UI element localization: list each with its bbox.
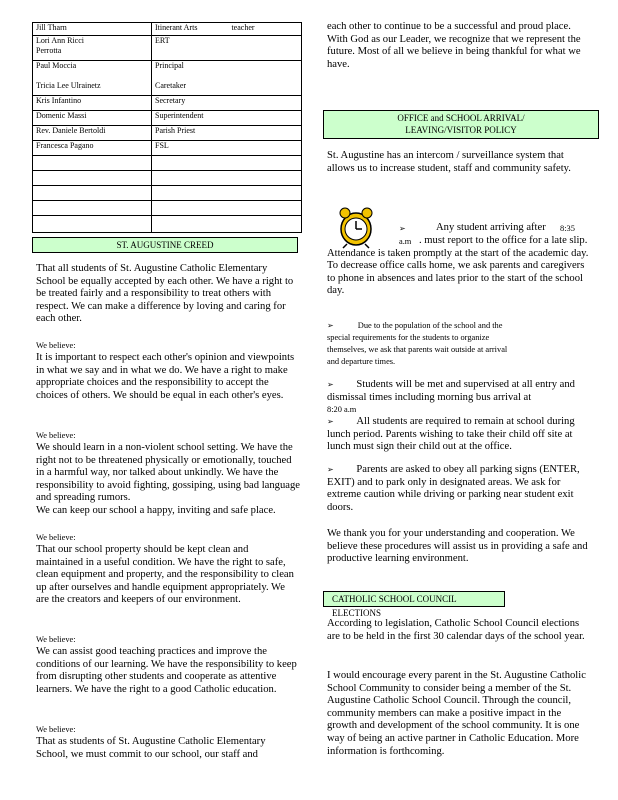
arrival-policy-title-2: LEAVING/VISITOR POLICY: [405, 125, 517, 135]
staff-row: [33, 216, 302, 233]
staff-role-cell: [152, 141, 302, 156]
staff-row: [33, 61, 302, 96]
late-arrival-time: 8:35: [560, 224, 575, 233]
creed-belief-3: That our school property should be kept clean and maintained in a useful condition. We have the right to safe, clean equipment and property, and the responsibility to clean up after ourselves and handle equipment appropriately. We are the creators and keepers of our environment.: [36, 544, 294, 606]
staff-role-cell: [152, 186, 302, 201]
staff-role-cell: [152, 216, 302, 233]
thanks-text: We thank you for your understanding and cooperation. We believe these procedures will assist us in providing a safe and productive learning environment.: [327, 528, 588, 565]
staff-name: [33, 156, 152, 171]
council-invitation: I would encourage every parent in the St. Augustine Catholic School Community to consider being a member of the St. Augustine Catholic School Council. Through the council, community members can make a positive impact in the growth and development of the school community. It is one way of being an active partner in Catholic Education. More information is forthcoming.: [327, 670, 586, 757]
staff-role-cell: [152, 111, 302, 126]
believe-label-4: We believe:: [36, 635, 76, 644]
late-arrival-am: a.m: [399, 237, 412, 246]
late-arrival-text: [327, 235, 593, 298]
bullet-arrow-icon: ➢: [327, 465, 334, 474]
late-arrival-lead: Any student arriving after: [436, 222, 546, 233]
creed-continued: each other to continue to be a successful and proud place. With God as our Leader, we recognize that we represent the future. Most of all we believe in being thankful for what we have.: [327, 21, 581, 70]
believe-label-1: We believe:: [36, 341, 76, 350]
staff-table: [32, 22, 302, 233]
staff-row: [33, 126, 302, 141]
bullet-arrow-icon: ➢: [327, 417, 334, 426]
late-arrival-body: . must report to the office for a late slip. Attendance is taken promptly at the start of the academic day. To decrease office calls home, we ask parents and caregivers to phone in absences and lates prior to the start of the school day.: [327, 235, 589, 297]
supervision-item: [327, 379, 595, 415]
believe-label-2: We believe:: [36, 431, 76, 440]
creed-title-banner: [32, 237, 298, 253]
staff-row: [33, 171, 302, 186]
staff-name: [33, 186, 152, 201]
bullet-arrow-icon: ➢: [327, 380, 334, 389]
staff-role: Secretary: [155, 96, 186, 105]
staff-role: Principal Caretaker: [155, 61, 187, 90]
staff-name: Kris Infantino: [33, 96, 152, 111]
staff-role-cell: [152, 61, 302, 96]
creed-intro: That all students of St. Augustine Catholic Elementary School be equally accepted by each other. We have a right to be treated fairly and a responsibility to treat others with respect. We can make a difference by loving and caring for each other.: [36, 263, 294, 325]
staff-name: [33, 171, 152, 186]
council-banner: [323, 591, 505, 618]
staff-name: Domenic Massi: [33, 111, 152, 126]
staff-name: Jill Tharn: [33, 23, 152, 36]
staff-name: [33, 216, 152, 233]
lunch-item: [327, 416, 593, 454]
parents-wait-item: [327, 320, 517, 368]
creed-belief-4: We can assist good teaching practices and improve the conditions of our learning. We have the responsibility to keep from disrupting other students and cooperate as attentive learners. We have the right to a good Catholic education.: [36, 646, 297, 695]
parents-wait-text: Due to the population of the school and the special requirements for the students to organize themselves, we ask that parents wait outside at arrival and departure times.: [327, 321, 508, 366]
supervision-text: Students will be met and supervised at all entry and dismissal times including morning bus arrival at: [327, 379, 575, 403]
creed-title: ST. AUGUSTINE CREED: [116, 240, 214, 250]
arrival-policy-banner: [323, 110, 599, 139]
staff-role-cell: [152, 126, 302, 141]
staff-row: [33, 23, 302, 36]
staff-name: Francesca Pagano: [33, 141, 152, 156]
council-legislation: According to legislation, Catholic School Council elections are to be held in the first 30 calendar days of the school year.: [327, 618, 585, 642]
staff-role-cell: [152, 23, 302, 36]
staff-role-cell: [152, 171, 302, 186]
parking-item: [327, 464, 589, 514]
staff-name: Rev. Daniele Bertoldi: [33, 126, 152, 141]
creed-belief-1: It is important to respect each other's opinion and viewpoints in what we say and in what we do. We have a right to make appropriate choices and the responsibility to accept the choices of others. We should be equal in each other's eyes.: [36, 352, 295, 401]
staff-role-cell: [152, 36, 302, 61]
staff-role: ERT: [155, 36, 170, 45]
lunch-text: All students are required to remain at school during lunch period. Parents wishing to take their child off site at lunch must sign their child out at the office.: [327, 416, 575, 453]
staff-role: Itinerant Arts: [155, 23, 198, 32]
staff-row: [33, 96, 302, 111]
parking-text: Parents are asked to obey all parking signs (ENTER, EXIT) and to park only in designated areas. We ask for extreme caution while driving or parking near student exit doors.: [327, 464, 580, 513]
staff-role-cell: [152, 156, 302, 171]
staff-role: Parish Priest: [155, 126, 196, 135]
staff-row: [33, 141, 302, 156]
creed-belief-2: We should learn in a non-violent school setting. We have the right not to be threatened physically or emotionally, touched in a harmful way, nor talked about unkindly. We have the responsibility to avoid fighting, gossiping, using bad language and spreading rumors. We can keep our school a happy, inviting and safe place.: [36, 442, 300, 516]
bullet-arrow-icon: ➢: [399, 224, 406, 233]
bus-arrival-time: 8:20 a.m: [327, 405, 357, 415]
staff-row: [33, 111, 302, 126]
intercom-text: St. Augustine has an intercom / surveillance system that allows us to increase student, staff and community safety.: [327, 150, 571, 174]
arrival-policy-title-1: OFFICE and SCHOOL ARRIVAL/: [397, 113, 525, 123]
council-title: CATHOLIC SCHOOL COUNCIL ELECTIONS: [332, 594, 457, 618]
believe-label-5: We believe:: [36, 725, 76, 734]
staff-row: [33, 156, 302, 171]
staff-row: [33, 36, 302, 61]
staff-role-cell: [152, 201, 302, 216]
staff-role-cell: [152, 96, 302, 111]
staff-name: [33, 201, 152, 216]
staff-role-note: teacher: [231, 23, 255, 32]
creed-belief-5: That as students of St. Augustine Catholic Elementary School, we must commit to our school, our staff and: [36, 736, 266, 760]
staff-row: [33, 201, 302, 216]
staff-row: [33, 186, 302, 201]
staff-role: Superintendent: [155, 111, 204, 120]
staff-role: FSL: [155, 141, 169, 150]
believe-label-3: We believe:: [36, 533, 76, 542]
staff-name: Lori Ann Ricci Perrotta: [33, 36, 152, 61]
bullet-arrow-icon: ➢: [327, 321, 334, 330]
staff-name: Paul Moccia Tricia Lee Ulrainetz: [33, 61, 152, 96]
